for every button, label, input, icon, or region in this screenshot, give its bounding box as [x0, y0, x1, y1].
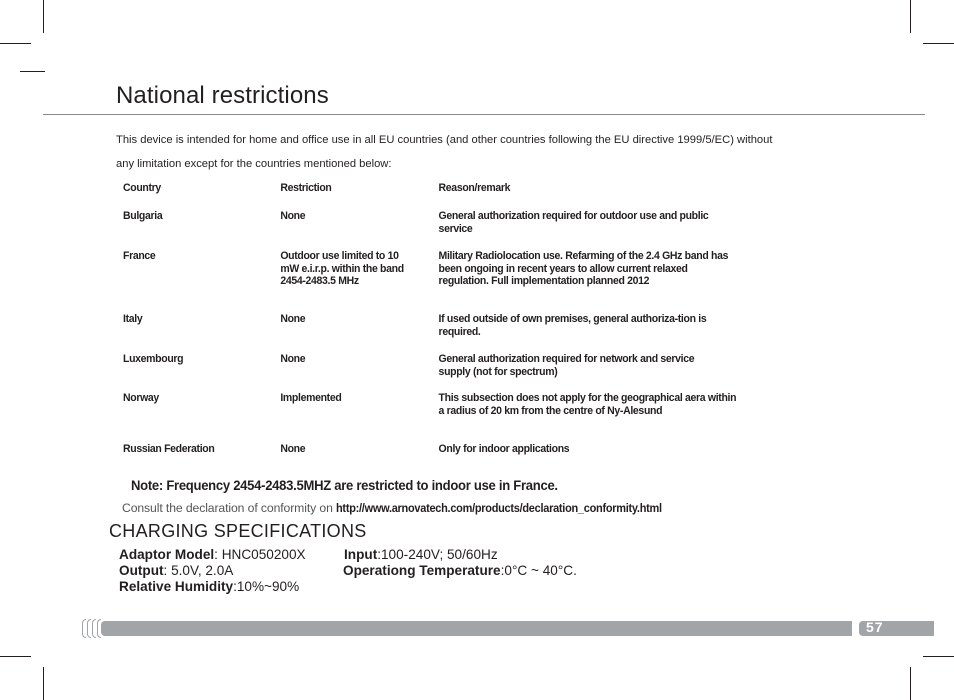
crop-mark [910, 0, 911, 33]
cell-country: Luxembourg [123, 353, 184, 365]
output-spec [119, 562, 233, 579]
output-value: : 5.0V, 2.0A [163, 563, 234, 578]
cell-country: Russian Federation [123, 443, 215, 455]
cell-restriction: Outdoor use limited to 10 mW e.i.r.p. within the band 2454-2483.5 MHz [280, 250, 404, 287]
crop-mark [43, 667, 44, 700]
page-title: National restrictions [116, 82, 329, 109]
crop-mark [0, 656, 31, 657]
humidity-spec [119, 578, 299, 595]
humidity-label: Relative Humidity [119, 579, 234, 594]
crop-mark [910, 667, 911, 700]
cell-country: France [123, 250, 156, 262]
temperature-value: :0°C ~ 40°C. [500, 563, 577, 578]
header-country: Country [123, 182, 161, 194]
temperature-spec [343, 562, 577, 579]
cell-reason: Only for indoor applications [438, 443, 570, 455]
header-restriction: Restriction [280, 182, 332, 194]
crop-mark [0, 43, 31, 44]
title-divider [43, 114, 925, 115]
cell-restriction: Implemented [280, 392, 342, 404]
crop-mark [43, 0, 44, 33]
charging-title: CHARGING SPECIFICATIONS [109, 521, 367, 541]
humidity-value: :10%~90% [233, 579, 300, 594]
conformity-line [122, 501, 698, 515]
margin-mark [20, 71, 45, 72]
cell-reason: General authorization required for outdoor use and public service [438, 210, 709, 235]
temperature-label: Operationg Temperature [343, 563, 501, 578]
input-value: :100-240V; 50/60Hz [377, 547, 498, 562]
adaptor-spec [119, 546, 306, 563]
page-number: 57 [866, 619, 884, 635]
input-spec [344, 546, 498, 563]
output-label: Output [119, 563, 164, 578]
cell-restriction: None [280, 210, 306, 222]
cell-restriction: None [280, 313, 306, 325]
crop-mark [923, 43, 954, 44]
conformity-prefix: Consult the declaration of conformity on [122, 501, 337, 515]
france-note: Note: Frequency 2454-2483.5MHZ are restricted to indoor use in France. [131, 478, 558, 494]
cell-country: Italy [123, 313, 143, 325]
intro-line-2: any limitation except for the countries mentioned below: [116, 158, 392, 170]
cell-country: Norway [123, 392, 159, 404]
conformity-link[interactable]: http://www.arnovatech.com/products/declaration_conformity.html [336, 501, 662, 515]
footer-bar [101, 621, 852, 636]
intro-text [116, 128, 856, 176]
cell-reason: General authorization required for network and service supply (not for spectrum) [438, 353, 695, 378]
intro-line-1: This device is intended for home and office use in all EU countries (and other countries following the EU directive 1999/5/EC) without [116, 134, 773, 146]
header-reason: Reason/remark [438, 182, 511, 194]
adaptor-label: Adaptor Model [119, 547, 215, 562]
cell-reason: If used outside of own premises, general authoriza-tion is required. [438, 313, 707, 338]
input-label: Input [344, 547, 378, 562]
cell-reason: Military Radiolocation use. Refarming of the 2.4 GHz band has been ongoing in recent years to allow current relaxed regulation. Full implementation planned 2012 [438, 250, 729, 287]
crop-mark [923, 656, 954, 657]
cell-restriction: None [280, 353, 306, 365]
adaptor-value: : HNC050200X [214, 547, 306, 562]
cell-restriction: None [280, 443, 306, 455]
cell-reason: This subsection does not apply for the geographical aera within a radius of 20 km from the centre of Ny-Alesund [438, 392, 737, 417]
cell-country: Bulgaria [123, 210, 163, 222]
